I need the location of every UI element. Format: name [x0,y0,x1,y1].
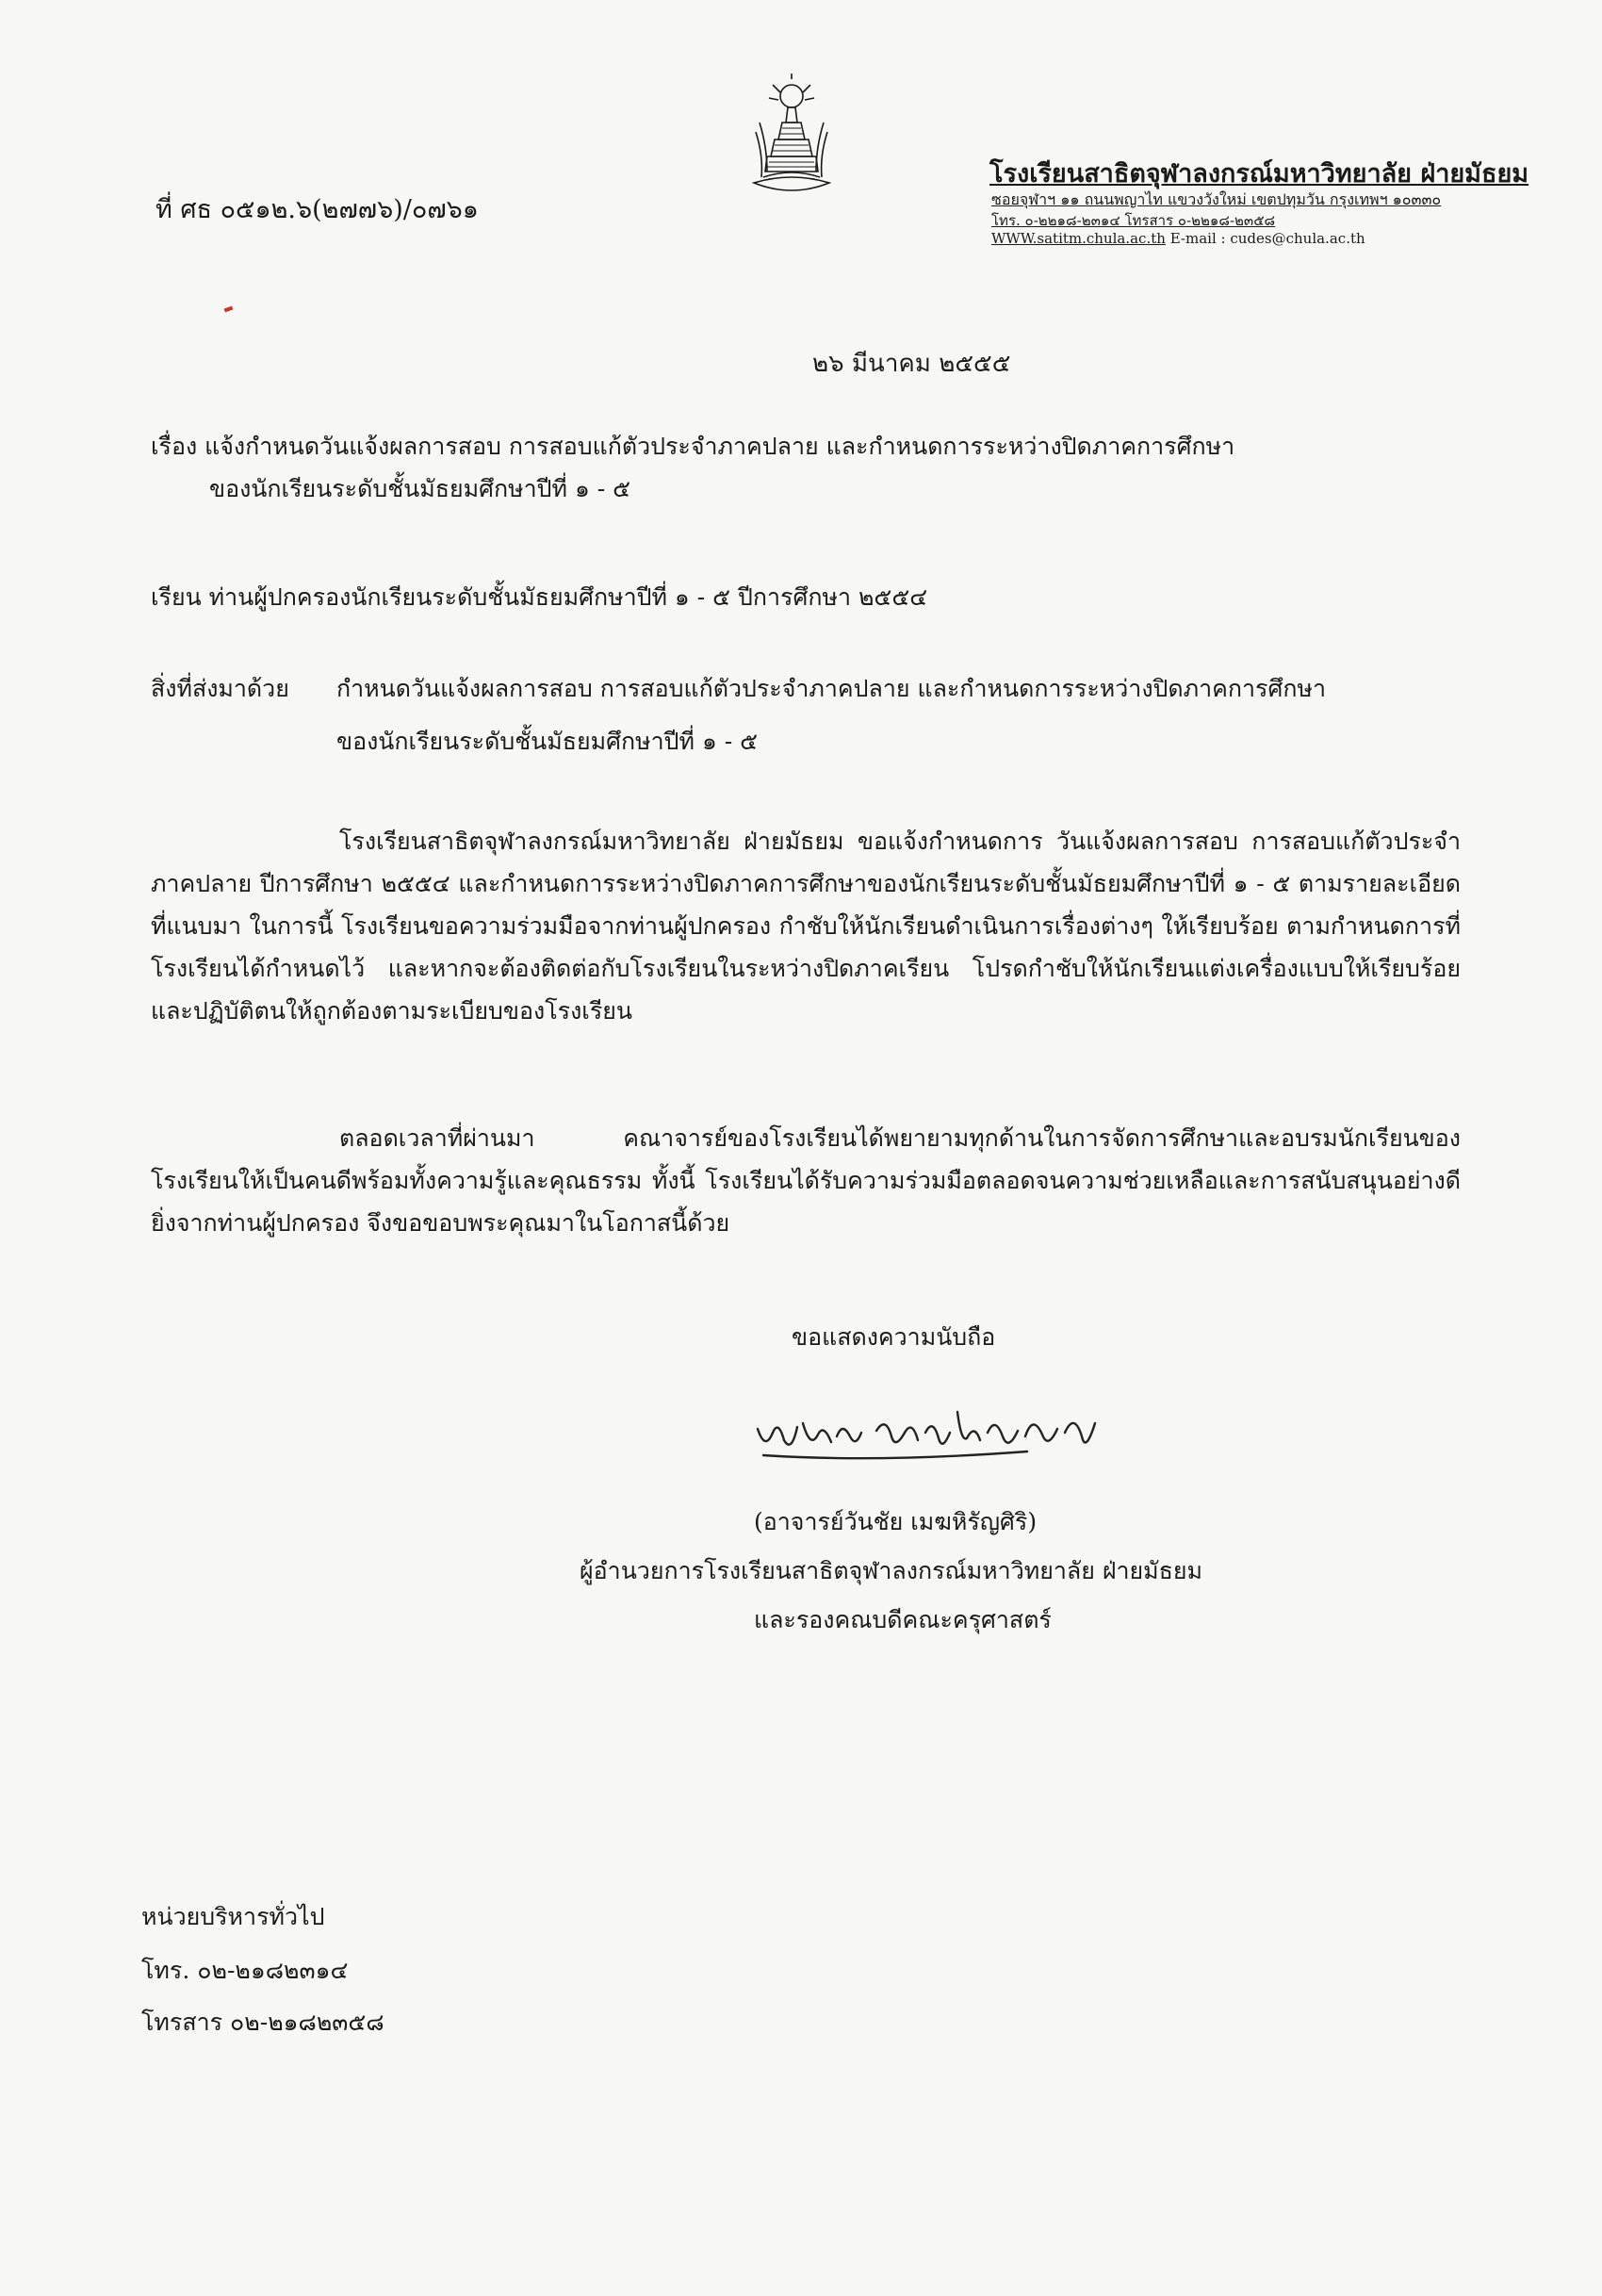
subject-line-continued: ของนักเรียนระดับชั้นมัธยมศึกษาปีที่ ๑ - ๕ [209,475,631,502]
school-web-line [991,230,1365,247]
body-paragraph-2 [151,1117,1461,1244]
school-address: ซอยจุฬาฯ ๑๑ ถนนพญาไท แขวงวังใหม่ เขตปทุมวัน กรุงเทพฯ ๑๐๓๓๐ [991,190,1442,208]
closing-line: ขอแสดงความนับถือ [792,1323,996,1351]
signature-image [744,1395,1103,1475]
enclosures-label: สิ่งที่ส่งมาด้วย [151,675,289,702]
contact-phone: โทร. ๐๒-๒๑๘๒๓๑๔ [141,1957,349,1984]
signer-title: ผู้อำนวยการโรงเรียนสาธิตจุฬาลงกรณ์มหาวิทยาลัย ฝ่ายมัธยม [580,1557,1203,1584]
salutation: เรียน ท่านผู้ปกครองนักเรียนระดับชั้นมัธยมศึกษาปีที่ ๑ - ๕ ปีการศึกษา ๒๕๕๔ [151,583,928,611]
school-email: cudes@chula.ac.th [1230,230,1365,247]
body-paragraph-1-text: โรงเรียนสาธิตจุฬาลงกรณ์มหาวิทยาลัย ฝ่ายมัธยม ขอแจ้งกำหนดการ วันแจ้งผลการสอบ การสอบแก้ตัวประจำภาคปลาย ปีการศึกษา ๒๕๕๔ และกำหนดการระหว่างปิดภาคการศึกษาของนักเรียนระดับชั้นมัธยมศึกษาปีที่ ๑ - ๕ ตามรายละเอียดที่แนบมา ในการนี้ โรงเรียนขอความร่วมมือจากท่านผู้ปกครอง กำชับให้นักเรียนดำเนินการเรื่องต่างๆ ให้เรียบร้อย ตามกำหนดการที่โรงเรียนได้กำหนดไว้ และหากจะต้องติดต่อกับโรงเรียนในระหว่างปิดภาคเรียน โปรดกำชับให้นักเรียนแต่งเครื่องแบบให้เรียบร้อย และปฏิบัติตนให้ถูกต้องตามระเบียบของโรงเรียน [151,828,1461,1025]
red-pen-mark [224,306,234,313]
enclosures-text: กำหนดวันแจ้งผลการสอบ การสอบแก้ตัวประจำภาคปลาย และกำหนดการระหว่างปิดภาคการศึกษา [336,675,1327,702]
letter-date: ๒๖ มีนาคม ๒๕๕๕ [812,350,1011,378]
email-label: E-mail : [1169,230,1226,247]
school-emblem-icon [744,66,839,217]
contact-unit: หน่วยบริหารทั่วไป [141,1903,325,1930]
body-paragraph-2-text: ตลอดเวลาที่ผ่านมา คณาจารย์ของโรงเรียนได้พยายามทุกด้านในการจัดการศึกษาและอบรมนักเรียนของโรงเรียนให้เป็นคนดีพร้อมทั้งความรู้และคุณธรรม ทั้งนี้ โรงเรียนได้รับความร่วมมือตลอดจนความช่วยเหลือและการสนับสนุนอย่างดียิ่งจากท่านผู้ปกครอง จึงขอขอบพระคุณมาในโอกาสนี้ด้วย [151,1124,1461,1237]
reference-number: ที่ ศธ ๐๕๑๒.๖(๒๗๗๖)/๐๗๖๑ [155,195,479,224]
body-paragraph-1 [151,820,1461,1032]
signer-name: (อาจารย์วันชัย เมฆหิรัญศิริ) [754,1508,1038,1535]
school-name: โรงเรียนสาธิตจุฬาลงกรณ์มหาวิทยาลัย ฝ่ายมัธยม [989,159,1529,189]
subject-line: เรื่อง แจ้งกำหนดวันแจ้งผลการสอบ การสอบแก้ตัวประจำภาคปลาย และกำหนดการระหว่างปิดภาคการศึกษา [151,433,1235,460]
signer-title-secondary: และรองคณบดีคณะครุศาสตร์ [754,1606,1052,1633]
school-tel-fax: โทร. ๐-๒๒๑๘-๒๓๑๔ โทรสาร ๐-๒๒๑๘-๒๓๕๘ [991,212,1276,229]
school-website: WWW.satitm.chula.ac.th [991,230,1166,247]
enclosures-text-continued: ของนักเรียนระดับชั้นมัธยมศึกษาปีที่ ๑ - ๕ [336,728,759,755]
contact-fax: โทรสาร ๐๒-๒๑๘๒๓๕๘ [141,2009,384,2036]
